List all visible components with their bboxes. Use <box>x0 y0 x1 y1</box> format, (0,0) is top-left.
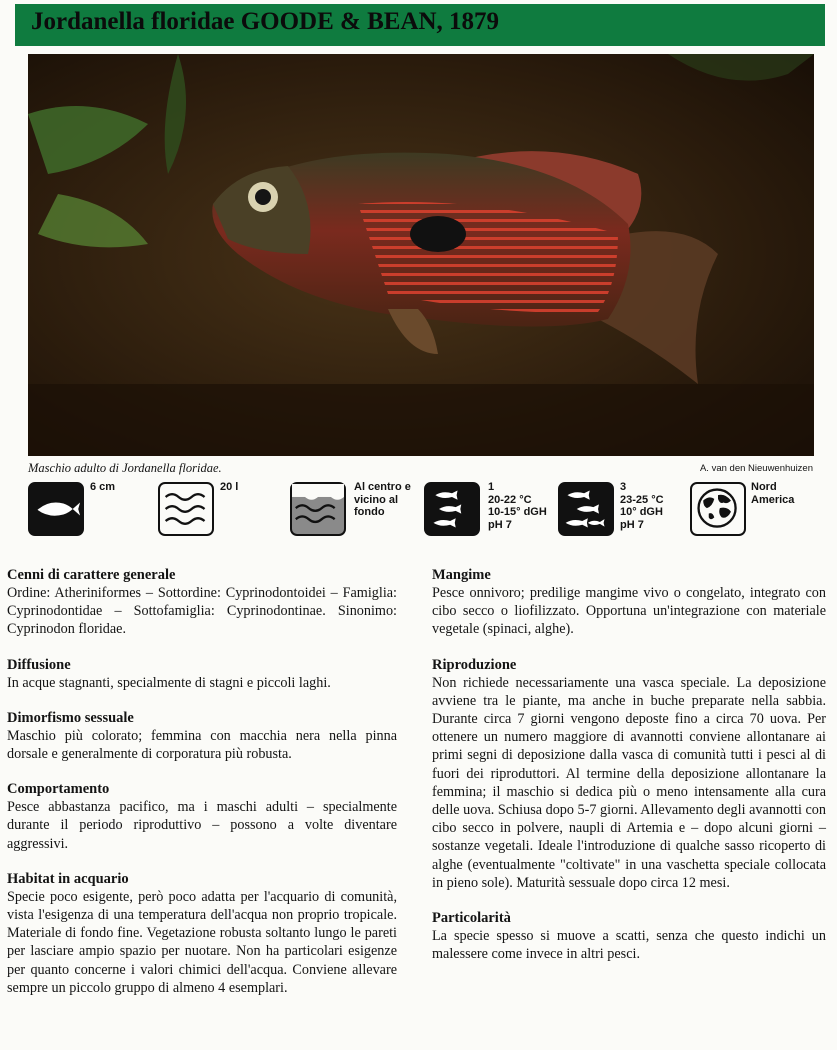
section-text: Maschio più colorato; femmina con macchia nera nella pinna dorsale e generalmente di corporatura più robusta. <box>7 727 397 763</box>
section-heading: Comportamento <box>7 781 110 798</box>
photo-credit: A. van den Nieuwenhuizen <box>699 463 813 474</box>
globe-icon <box>690 482 746 536</box>
left-column <box>7 566 397 1014</box>
section-text: La specie spesso si muove a scatti, senza che questo indichi un malessere come invece in altri pesci. <box>432 928 826 963</box>
section-heading: Riproduzione <box>432 656 517 673</box>
globe-label: Nord America <box>751 481 795 506</box>
fish-photo <box>28 54 814 456</box>
water-params-3-label: 3 23-25 °C 10° dGH pH 7 <box>620 481 664 531</box>
aquarium-volume-icon <box>158 482 214 536</box>
section-heading: Dimorfismo sessuale <box>7 709 134 726</box>
section-behavior <box>7 780 397 853</box>
water-params-1-icon <box>424 482 480 536</box>
section-text: Pesce abbastanza pacifico, ma i maschi adulti – specialmente durante il periodo riproduttivo – possono a volte diventare aggressivi. <box>7 799 397 852</box>
section-heading: Cenni di carattere generale <box>7 567 176 583</box>
section-reproduction <box>432 656 826 892</box>
section-distribution <box>7 656 397 692</box>
swim-zone-label: Al centro e vicino al fondo <box>354 481 411 518</box>
photo-caption: Maschio adulto di Jordanella floridae. <box>28 461 222 475</box>
swim-zone-icon <box>290 482 346 536</box>
fish-size-label: 6 cm <box>90 481 116 493</box>
aquarium-volume-label: 20 l <box>220 481 239 493</box>
section-habitat <box>7 870 397 997</box>
page-title: Jordanella floridae GOODE & BEAN, 1879 <box>15 4 825 46</box>
water-params-3-icon <box>558 482 614 536</box>
section-heading: Mangime <box>432 567 491 583</box>
section-text: Ordine: Atheriniformes – Sottordine: Cyprinodontoidei – Famiglia: Cyprinodontidae – Sottofamiglia: Cyprinodontinae. Sinonimo: Cyprinodon floridae. <box>7 585 397 638</box>
water-params-1-label: 1 20-22 °C 10-15° dGH pH 7 <box>488 481 547 531</box>
section-text: In acque stagnanti, specialmente di stagni e piccoli laghi. <box>7 674 331 691</box>
right-column <box>432 566 826 980</box>
section-general <box>7 566 397 639</box>
fish-size-icon <box>28 482 84 536</box>
section-text: Specie poco esigente, però poco adatta per l'acquario di comunità, vista l'esigenza di una temperatura dell'acqua non proprio tropicale. Materiale di fondo fine. Vegetazione robusta soltanto lungo le pareti per lasciare ampio spazio per nuotare. Non ha particolari esigenze per quanto concerne i valori chimici dell'acqua. Conviene allevare sempre un piccolo gruppo di almeno 4 esemplari. <box>7 888 397 996</box>
section-dimorphism <box>7 709 397 763</box>
section-food <box>432 566 826 639</box>
section-heading: Particolarità <box>432 910 511 927</box>
section-text: Pesce onnivoro; predilige mangime vivo o congelato, integrato con cibo secco o liofilizzato. Opportuna un'integrazione con materiale vegetale (spinaci, alghe). <box>432 585 826 638</box>
section-text: Non richiede necessariamente una vasca speciale. La deposizione avviene tra le piante, ma anche in buche preparate nella sabbia. Durante circa 7 giorni vengono deposte fino a circa 70 uova. Per ottenere un numero maggiore di avannotti conviene allontanare ai primi segni di deposizione dalla vasca di comunità tutti i pesci al di fuori dei riproduttori. Al termine della deposizione allontanare la femmina; il maschio si dedica più o meno intensamente alla cura delle uova. Schiusa dopo 5-7 giorni. Allevamento degli avannotti con cibo secco in polvere, naupli di Artemia e – dopo alcuni giorni – sostanze vegetali. Ideale l'introduzione di qualche sasso ricoperto di alghe (eventualmente "coltivate" in una vaschetta speciale collocata in pieno sole). Maturità sessuale dopo circa 12 mesi. <box>432 674 826 891</box>
section-peculiarities <box>432 909 826 963</box>
section-heading: Habitat in acquario <box>7 870 129 887</box>
fish-photo-illustration <box>28 54 814 456</box>
section-heading: Diffusione <box>7 656 71 673</box>
